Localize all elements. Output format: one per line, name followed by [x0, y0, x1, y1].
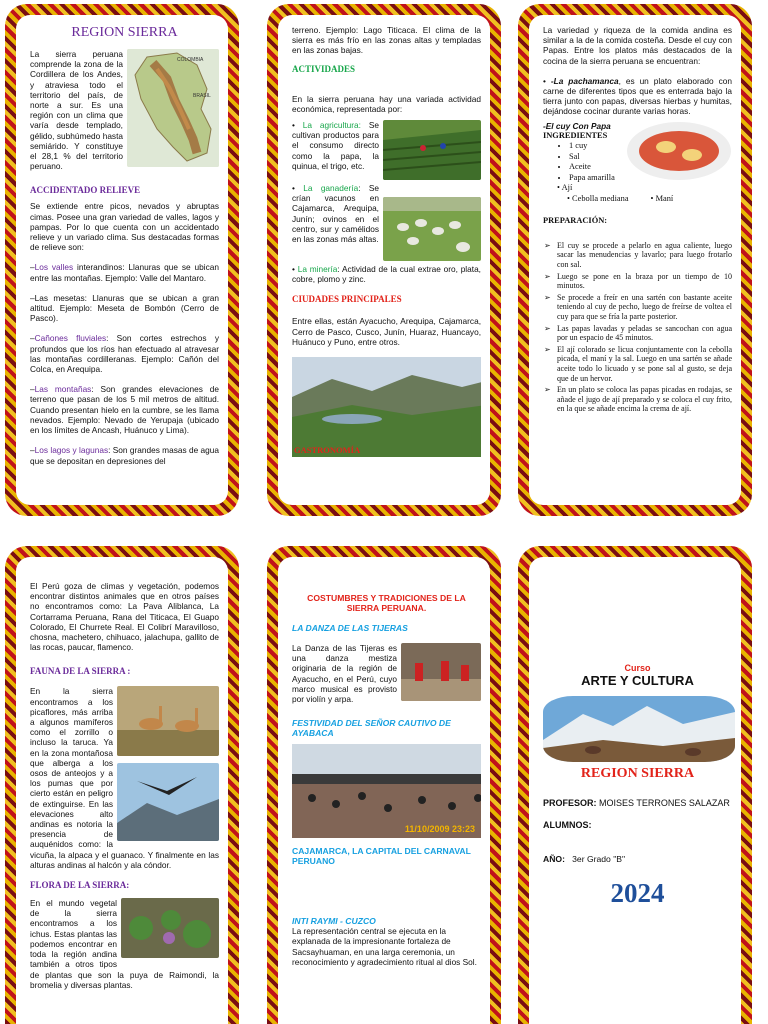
- course-name: ARTE Y CULTURA: [581, 673, 694, 688]
- panel-content: [16, 15, 228, 505]
- relieve-text: Se extiende entre picos, nevados y abruptas cimas. Posee una gran variedad de valles, lagos y pampas. Por lo que cuenta con un accidentado relieve y un variado clima. Sus destacadas formas de relieve son:: [30, 201, 219, 253]
- ingredient-text: Ají: [561, 183, 573, 193]
- preparation-step: ➢ En un plato se coloca las papas picadas en rodajas, se añade el jugo de ají preparado y se coloca el cuy frito, en la que se añade encima la crema de ají.: [557, 385, 732, 414]
- preparation-step: ➢ El ají colorado se licua conjuntamente con la cebolla picada, el maní y la sal. Luego en una sartén se añade aceite todo lo licuado y se pone sal al gusto, se deja que de un hervor.: [557, 345, 732, 383]
- panel-region-sierra: [5, 4, 239, 516]
- cuy-title: -El cuy Con Papa: [543, 120, 611, 131]
- ingredient: • Maní: [650, 193, 674, 203]
- danza-heading: LA DANZA DE LAS TIJERAS: [292, 623, 408, 633]
- activity-text: • La minería: Actividad de la cual extrae oro, plata, cobre, plomo y zinc.: [292, 264, 481, 285]
- relieve-item: –Los valles interandinos: Llanuras que se ubican entre las montañas. Ejemplo: Valle del Mantaro.: [30, 262, 219, 283]
- condor-photo: [117, 763, 219, 841]
- ingredient: • Aceite: [569, 162, 732, 173]
- lake-text: terreno. Ejemplo: Lago Titicaca. El clima de la sierra es más frío en las zonas altas y templadas en las zonas bajas.: [292, 25, 481, 56]
- relieve-item: –Cañones fluviales: Son cortes estrechos y profundos que los ríos han efectuado al atravesar las montañas cordilleranas. Ejemplo: Cañón del Colca, en Arequipa.: [30, 333, 219, 375]
- festividad-heading: FESTIVIDAD DEL SEÑOR CAUTIVO DE AYABACA: [292, 718, 451, 739]
- cajamarca-heading: CAJAMARCA, LA CAPITAL DEL CARNAVAL PERUANO: [292, 846, 471, 867]
- preparation-steps: [543, 241, 732, 414]
- ingredient: • 1 cuy: [569, 141, 732, 152]
- panel-fauna-flora: [5, 546, 239, 1024]
- map-label-brasil: BRASIL: [193, 93, 211, 99]
- ingredient: • Cebolla mediana: [567, 193, 629, 203]
- activity-text: • La ganadería: Se crían vacunos en Cajamarca, Arequipa, Junín; ovinos en el centro, sur y camélidos en las zonas más altas.: [292, 183, 379, 245]
- fauna-text: En la sierra encontramos a los picaflores, más arriba a algunos mamíferos como el zorrillo o incluso la taruca. Ya en la zona montañosa que alberga a los osos de anteojos y a los pumas que por cierto están en peligro de extinguirse. En las elevaciones alto andinas es notoria la presencia de auquénidos como: la vicuña, la alpaca y el guanaco. Y finalmente en las alturas andinas al halcón y ala cóndor.: [30, 686, 219, 870]
- cuy-recipe: [543, 121, 732, 205]
- danza-text: La Danza de las Tijeras es una danza mestiza originaria de la región de Ayacucho, en el Perú, cuyo marco musical es provisto por violín y arpa.: [292, 643, 397, 705]
- procession-photo: [292, 744, 481, 838]
- activity-desc: : Se crían vacunos en Cajamarca, Arequipa, Junín; ovinos en el centro, sur y camélidos en las zonas más altas.: [292, 183, 379, 245]
- region-title: REGION SIERRA: [580, 766, 695, 781]
- ingredient: • Sal: [569, 152, 732, 163]
- peru-map-image: [127, 49, 219, 167]
- professor-label: PROFESOR:: [543, 798, 597, 808]
- activity-agriculture: [292, 120, 481, 171]
- panel-content: [529, 557, 741, 1024]
- relieve-item-text: Las mesetas: Llanuras que se ubican a gran altitud. Ejemplo: Meseta de Bombón (Cerro de Pasco).: [30, 292, 219, 324]
- activity-text: • La agricultura: Se cultivan productos para el consumo directo como la papa, la quinua, el trigo, etc.: [292, 120, 379, 171]
- preparation-step: ➢ Las papas lavadas y peladas se sancochan con agua por un espacio de 45 minutos.: [557, 324, 732, 343]
- sierra-intro: La sierra peruana comprende la zona de la Cordillera de los Andes, y atraviesa todo el territorio del país, de norte a sur. Es una región con un clima que varía desde templado, gélido, subhúmedo hasta semiárido. Y constituye el 28,1 % del territorio peruano.: [30, 49, 123, 172]
- activities-intro: En la sierra peruana hay una variada actividad económica, representada por:: [292, 93, 481, 114]
- pachamanca-text: • -La pachamanca, es un plato elaborado con carne de diferentes tipos que es enterrada bajo la tierra junto con papas, diversas hierbas y humitas, dejándose cocinar durante varias horas.: [543, 75, 732, 117]
- fauna-intro: El Perú goza de climas y vegetación, podemos encontrar distintos animales que en otros países no encontramos como: La Pava Aliblanca, La Cortarrama Peruana, Rana del Titicaca, El Guapo Colorado, El Churrete Real. El Colibrí Maravilloso, chosna, machetero, chihuaco, jalachupa, gallito de las rocas, paucar, flamenco.: [30, 581, 219, 653]
- page-title: REGION SIERRA: [71, 25, 178, 40]
- relieve-item-name: Los valles: [34, 262, 74, 273]
- relieve-item-text: : Son grandes masas de agua que se depositan en depresiones del: [30, 445, 219, 466]
- panel-content: [278, 557, 490, 1024]
- relieve-item: –Las montañas: Son grandes elevaciones de terreno que pasan de los 5 mil metros de altitud. Cuando presentan hielo en la cumbre, se les llama nevados. Ejemplo: Nevado de Yerupaja (ubicado en los límites de Ancash, Huánuco y Lima).: [30, 384, 219, 436]
- ingredient: • Papa amarilla: [569, 173, 732, 184]
- relieve-item: –Las mesetas: Llanuras que se ubican a gran altitud. Ejemplo: Meseta de Bombón (Cerro de Pasco).: [30, 292, 219, 324]
- cuy-dish-photo: [626, 121, 732, 181]
- valley-photo: [292, 357, 481, 457]
- preparation-step: ➢ Luego se pone en la braza por un tiempo de 10 minutos.: [557, 272, 732, 291]
- year-label: AÑO:: [543, 854, 565, 864]
- customs-heading: COSTUMBRES Y TRADICIONES DE LA SIERRA PERUANA.: [307, 593, 466, 613]
- andes-cover-photo: [543, 696, 735, 762]
- flora-heading: FLORA DE LA SIERRA:: [30, 880, 130, 891]
- flora-photo: [121, 898, 219, 958]
- year-display: 2024: [610, 878, 665, 908]
- ingredient-text: Cebolla mediana: [572, 193, 629, 203]
- relieve-heading: ACCIDENTADO RELIEVE: [30, 185, 141, 196]
- relieve-item-text: : Son cortes estrechos y profundos que los ríos han efectuado al atravesar las montañas cordilleranas. Ejemplo: Cañón del Colca, en Arequipa.: [30, 333, 219, 375]
- sheep-photo: [383, 197, 481, 261]
- activity-desc: Se cultivan productos para el consumo directo como la papa, la quinua, el trigo, etc.: [292, 120, 379, 171]
- panel-portada: [518, 546, 752, 1024]
- cities-text: Entre ellas, están Ayacucho, Arequipa, Cajamarca, Cerro de Pasco, Cusco, Junín, Huaraz, Huancayo, Huánuco y Puno, entre otros.: [292, 316, 481, 347]
- relieve-item-text: interandinos: Llanuras que se ubican entre las montañas. Ejemplo: Valle del Mantaro.: [30, 262, 219, 283]
- preparation-step: ➢ El cuy se procede a pelarlo en agua caliente, luego sacar las menudencias y lavarlo; para luego frotarlo con sal.: [557, 241, 732, 270]
- relieve-item-name: Las montañas: [34, 384, 92, 395]
- activity-name: La agricultura:: [302, 120, 361, 131]
- students-label: ALUMNOS:: [543, 820, 592, 830]
- relieve-item-name: Cañones fluviales: [34, 333, 107, 344]
- ingredient: • Ají: [557, 183, 573, 193]
- ingredient-text: Maní: [655, 193, 674, 203]
- panel-costumbres: [267, 546, 501, 1024]
- flora-text: En el mundo vegetal de la sierra encontramos a los ichus. Estas plantas las podemos encontrar en toda la región andina también a otros tipos de plantas que son la puya de Raimondi, la bromelia y diversas plantas.: [30, 898, 219, 990]
- panel-content: [529, 15, 741, 505]
- agriculture-photo: [383, 120, 481, 180]
- food-intro: La variedad y riqueza de la comida andina es similar a la de la comida costeña. Desde el cuy con Papas. Entre los platos más destacados de la cocina de la sierra peruana se encuentran:: [543, 25, 732, 66]
- preparation-step: ➢ Se procede a freír en una sartén con bastante aceite teniendo al cuy de pecho, luego de freírse de voltea el cuy para que se fría la parte posterior.: [557, 293, 732, 322]
- vicuna-photo: [117, 686, 219, 756]
- activity-name: La ganadería: [303, 183, 359, 194]
- inti-raymi-heading: INTI RAYMI - CUZCO: [292, 916, 376, 927]
- photo-timestamp: 11/10/2009 23:23: [404, 824, 475, 835]
- panel-content: [16, 557, 228, 1024]
- gastronomy-heading: GASTRONOMÍA: [294, 445, 361, 456]
- preparation-heading: PREPARACIÓN:: [543, 216, 608, 226]
- activity-name: La minería: [297, 264, 338, 275]
- relieve-item: –Los lagos y lagunas: Son grandes masas de agua que se depositan en depresiones del: [30, 445, 219, 466]
- activities-heading: ACTIVIDADES: [292, 63, 356, 74]
- dance-photo: [401, 643, 481, 701]
- ingredients-extra: [543, 183, 622, 194]
- ingredients-extra: [543, 194, 732, 205]
- inti-raymi-text: La representación central se ejecuta en la explanada de la impresionante fortaleza de Sacsayhuaman, en una larga ceremonia, un reconocimiento y agradecimiento ritual al dios Sol.: [292, 926, 477, 967]
- activity-ganaderia: [292, 183, 481, 244]
- panel-gastronomia: [518, 4, 752, 516]
- panel-actividades: [267, 4, 501, 516]
- pachamanca-name: -La pachamanca: [550, 75, 619, 86]
- relieve-item-name: Los lagos y lagunas: [34, 445, 109, 456]
- professor-name: MOISES TERRONES SALAZAR: [596, 798, 730, 808]
- professor-line: [543, 798, 732, 808]
- activity-desc: : Actividad de la cual extrae oro, plata, cobre, plomo y zinc.: [292, 264, 481, 285]
- course-label: Curso: [624, 663, 651, 673]
- relieve-item-text: : Son grandes elevaciones de terreno que pasan de los 5 mil metros de altitud. Cuando presentan hielo en la cumbre, se les llama nevados. Ejemplo: Nevado de Yerupaja (ubicado en los límites de Ancash, Huánuco y Lima).: [30, 384, 219, 436]
- ingredients-heading: INGREDIENTES: [543, 130, 608, 140]
- pachamanca-desc: , es un plato elaborado con carne de diferentes tipos que es enterrada bajo la tierra junto con papas, diversas hierbas y humitas, dejándose cocinar durante varias horas.: [543, 75, 732, 117]
- cities-heading: CIUDADES PRINCIPALES: [292, 294, 402, 305]
- panel-content: [278, 15, 490, 505]
- grade-value: 3er Grado "B": [572, 854, 626, 864]
- year-grade-line: [543, 854, 732, 864]
- fauna-heading: FAUNA DE LA SIERRA :: [30, 666, 131, 677]
- map-label-colombia: COLOMBIA: [177, 57, 204, 63]
